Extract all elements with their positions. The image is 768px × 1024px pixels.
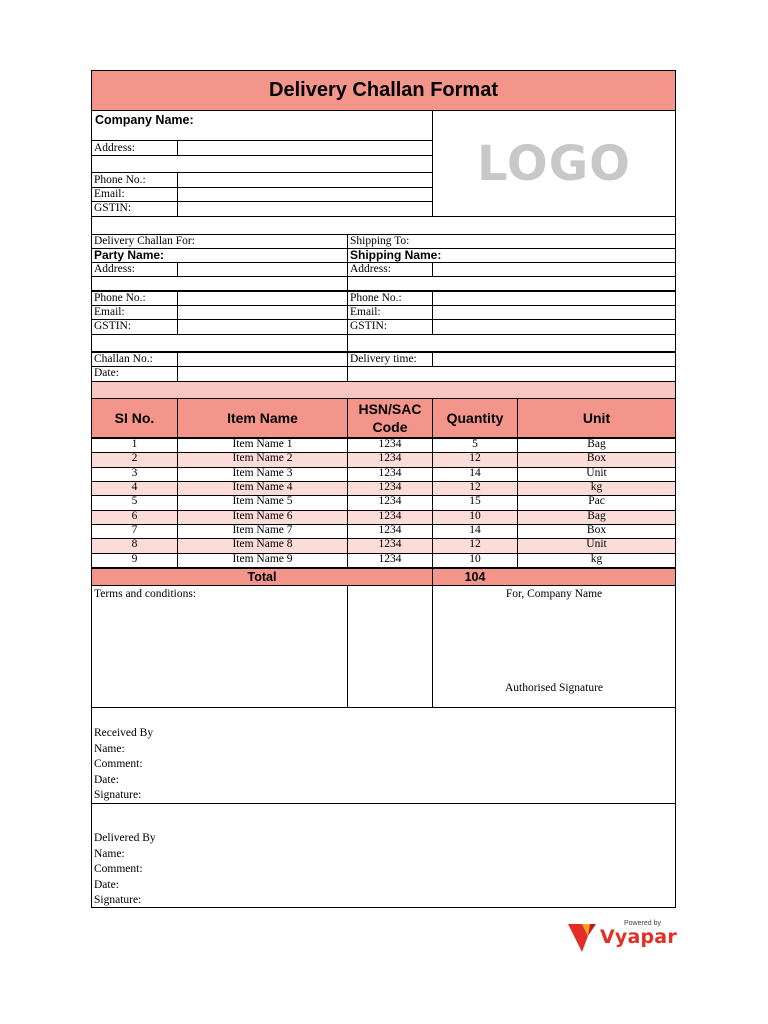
row-quantity: 10 <box>469 552 481 565</box>
shipping-address-field[interactable] <box>433 263 675 276</box>
received-by-block <box>94 726 153 804</box>
row-item-name: Item Name 9 <box>232 552 293 565</box>
challan-no-label: Challan No.: <box>94 353 153 365</box>
row-si-no: 3 <box>131 466 138 479</box>
shipping-email-label: Email: <box>350 306 381 318</box>
company-name-label: Company Name: <box>95 113 194 127</box>
received-name-label: Name: <box>94 742 125 755</box>
header-quantity: Quantity <box>446 410 504 426</box>
powered-by-text: Powered by <box>624 920 661 927</box>
row-unit: Box <box>586 523 607 536</box>
row-hsn-code: 1234 <box>378 466 402 479</box>
row-unit: Pac <box>588 495 605 508</box>
row-si-no: 6 <box>131 509 138 522</box>
row-quantity: 14 <box>469 523 481 536</box>
shipping-phone-label: Phone No.: <box>350 292 402 304</box>
row-quantity: 12 <box>469 480 481 493</box>
row-item-name: Item Name 5 <box>232 495 293 508</box>
row-quantity: 5 <box>472 438 478 450</box>
delivered-date-label: Date: <box>94 878 119 891</box>
row-hsn-code: 1234 <box>378 452 402 465</box>
delivered-by-block <box>94 831 156 909</box>
row-si-no: 2 <box>131 452 138 465</box>
company-address-field[interactable] <box>178 141 432 155</box>
received-date-label: Date: <box>94 773 119 786</box>
row-hsn-code: 1234 <box>378 480 402 493</box>
shipping-to-label: Shipping To: <box>350 235 410 247</box>
party-address-field[interactable] <box>178 263 347 276</box>
challan-date-field[interactable] <box>178 367 347 381</box>
page-title: Delivery Challan Format <box>269 79 498 101</box>
row-quantity: 12 <box>469 452 481 465</box>
party-name-label: Party Name: <box>94 248 165 262</box>
brand-name: Vyapar <box>600 926 677 948</box>
company-email-field[interactable] <box>178 188 432 201</box>
row-item-name: Item Name 8 <box>232 538 293 551</box>
delivery-challan-sheet <box>91 70 676 908</box>
received-by-title: Received By <box>94 727 154 739</box>
shipping-phone-field[interactable] <box>433 292 675 305</box>
delivered-comment-label: Comment: <box>94 863 143 875</box>
row-item-name: Item Name 4 <box>232 480 293 493</box>
received-signature-label: Signature: <box>94 789 142 801</box>
delivery-time-label: Delivery time: <box>350 353 417 365</box>
party-email-field[interactable] <box>178 306 347 319</box>
row-si-no: 8 <box>131 538 138 551</box>
row-item-name: Item Name 1 <box>232 438 293 450</box>
row-hsn-code: 1234 <box>378 552 402 565</box>
company-phone-field[interactable] <box>178 173 432 187</box>
row-quantity: 12 <box>469 538 481 551</box>
row-hsn-code: 1234 <box>378 438 402 450</box>
shipping-gstin-label: GSTIN: <box>350 320 388 332</box>
row-quantity: 10 <box>469 509 481 522</box>
row-unit: Box <box>586 452 607 465</box>
row-item-name: Item Name 7 <box>232 523 293 536</box>
row-unit: Bag <box>587 438 606 450</box>
challan-date-label: Date: <box>94 367 119 379</box>
delivered-signature-label: Signature: <box>94 894 142 906</box>
row-si-no: 1 <box>131 438 138 450</box>
company-gstin-field[interactable] <box>178 202 432 216</box>
row-si-no: 4 <box>131 480 138 493</box>
row-item-name: Item Name 6 <box>232 509 293 522</box>
logo-text: LOGO <box>477 135 631 192</box>
for-company-name: For, Company Name <box>505 588 603 600</box>
delivered-name-label: Name: <box>94 847 125 860</box>
header-si-no: SI No. <box>114 410 155 426</box>
party-email-label: Email: <box>94 306 125 318</box>
company-phone-label: Phone No.: <box>94 174 146 186</box>
challan-for-label: Delivery Challan For: <box>94 235 195 247</box>
row-hsn-code: 1234 <box>378 523 402 536</box>
header-item-name: Item Name <box>227 410 298 426</box>
delivered-by-title: Delivered By <box>94 832 156 844</box>
row-item-name: Item Name 3 <box>232 466 293 479</box>
party-address-label: Address: <box>94 263 135 275</box>
authorised-signature-label: Authorised Signature <box>504 682 604 694</box>
company-email-label: Email: <box>94 188 125 200</box>
header-hsn-sac-code: HSN/SAC Code <box>358 401 422 435</box>
row-unit: Unit <box>586 466 607 479</box>
party-gstin-field[interactable] <box>178 320 347 334</box>
row-si-no: 7 <box>131 523 138 536</box>
party-phone-label: Phone No.: <box>94 292 146 304</box>
header-unit: Unit <box>582 410 611 426</box>
party-phone-field[interactable] <box>178 292 347 305</box>
row-unit: Bag <box>587 509 606 522</box>
row-quantity: 15 <box>469 495 481 508</box>
vyapar-logo-icon <box>568 922 602 954</box>
delivery-time-field[interactable] <box>433 353 675 366</box>
party-gstin-label: GSTIN: <box>94 320 132 332</box>
shipping-name-label: Shipping Name: <box>350 248 442 262</box>
shipping-gstin-field[interactable] <box>433 320 675 334</box>
total-label: Total <box>247 569 277 584</box>
shipping-address-label: Address: <box>350 263 391 275</box>
company-address-label: Address: <box>94 142 135 154</box>
challan-no-field[interactable] <box>178 353 347 366</box>
row-unit: kg <box>590 480 603 493</box>
shipping-email-field[interactable] <box>433 306 675 319</box>
row-quantity: 14 <box>469 466 481 479</box>
row-si-no: 9 <box>131 552 138 565</box>
row-hsn-code: 1234 <box>378 538 402 551</box>
row-unit: kg <box>590 552 603 565</box>
row-hsn-code: 1234 <box>378 509 402 522</box>
row-item-name: Item Name 2 <box>232 452 293 465</box>
vyapar-brand <box>568 920 678 956</box>
row-unit: Unit <box>586 538 607 551</box>
total-quantity: 104 <box>464 569 486 584</box>
logo-placeholder <box>433 111 675 216</box>
terms-label: Terms and conditions: <box>94 588 197 600</box>
separator-band <box>92 382 675 398</box>
row-hsn-code: 1234 <box>378 495 402 508</box>
received-comment-label: Comment: <box>94 758 143 770</box>
company-gstin-label: GSTIN: <box>94 202 132 214</box>
row-si-no: 5 <box>131 495 138 508</box>
